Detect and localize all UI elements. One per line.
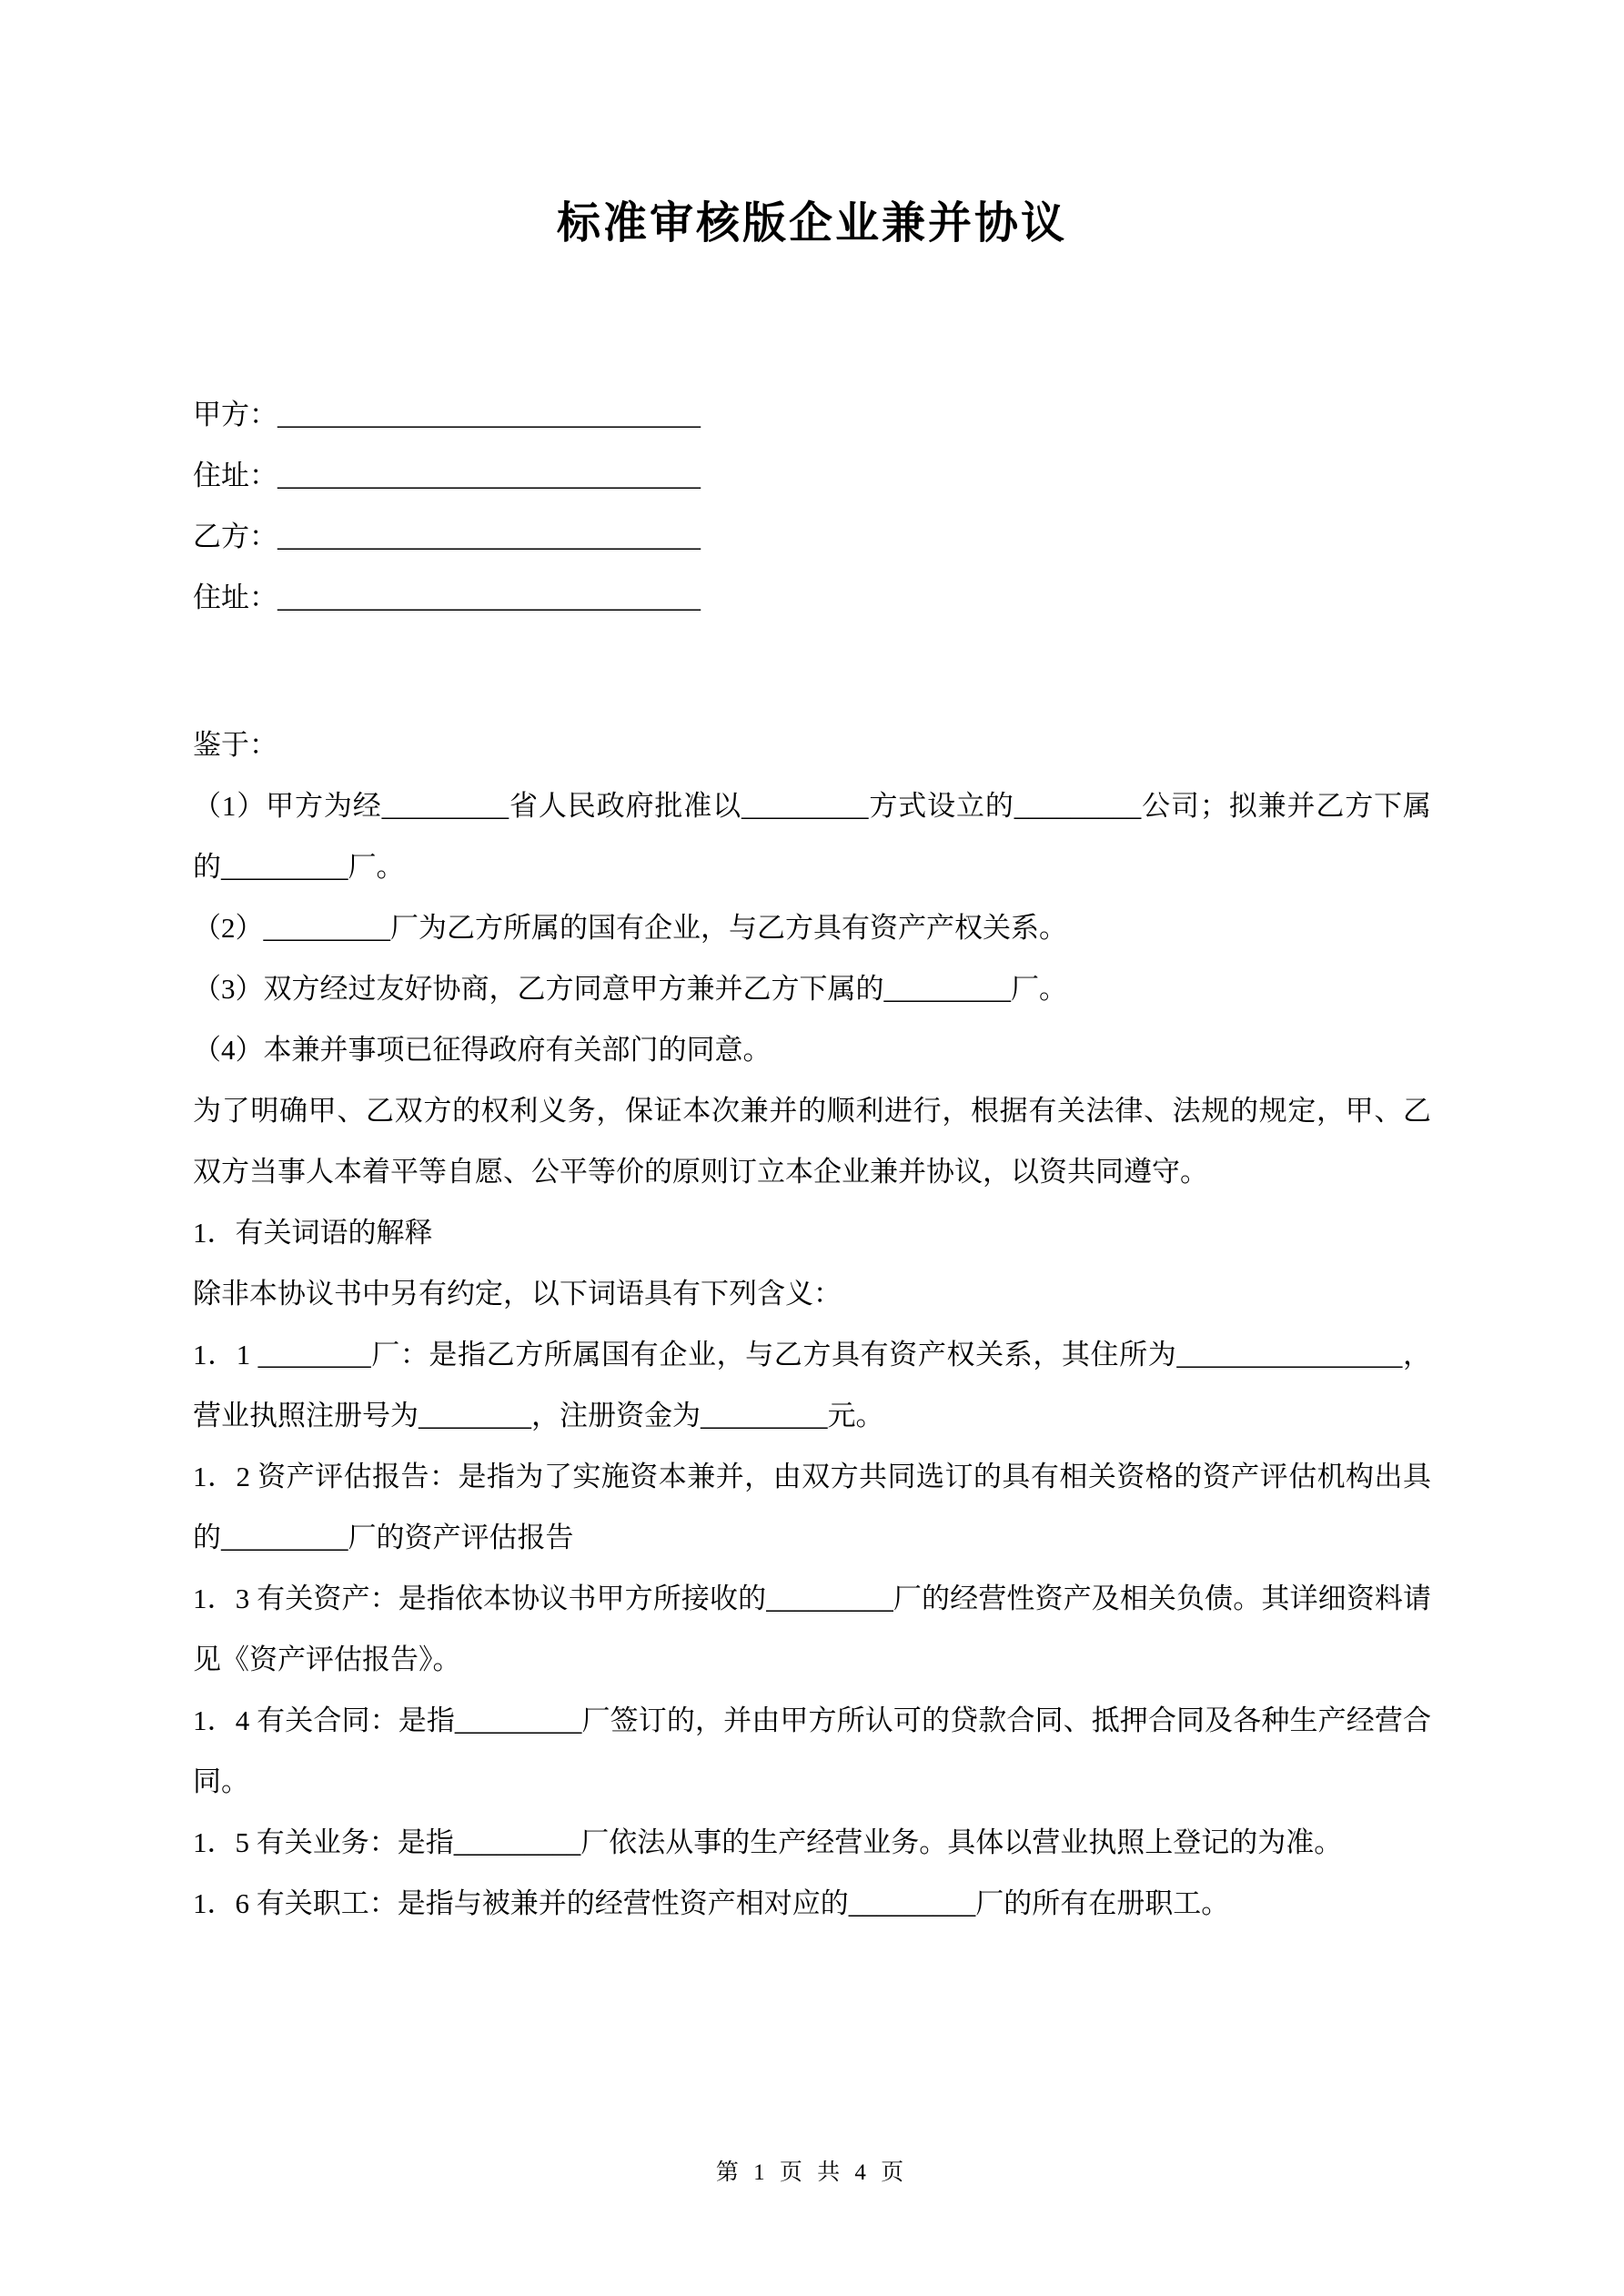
paragraph-definition-1-6: 1．6 有关职工：是指与被兼并的经营性资产相对应的_________厂的所有在册职工。	[193, 1887, 1230, 1920]
paragraph-whereas: 鉴于：	[193, 729, 277, 762]
field-row-party-b-address	[193, 567, 1431, 628]
paragraph-definitions-intro: 除非本协议书中另有约定，以下词语具有下列含义：	[193, 1278, 842, 1310]
field-label: 住址：	[193, 460, 277, 492]
paragraph-definition-1-3: 1．3 有关资产：是指依本协议书甲方所接收的_________厂的经营性资产及相关负债。其详细资料请见《资产评估报告》。	[193, 1583, 1431, 1676]
field-blank-line: ______________________________	[277, 460, 701, 492]
field-blank-line: ______________________________	[277, 399, 701, 431]
paragraph-recital-4: （4）本兼并事项已征得政府有关部门的同意。	[193, 1034, 772, 1067]
field-label: 甲方：	[193, 399, 277, 431]
paragraph-recital-3: （3）双方经过友好协商，乙方同意甲方兼并乙方下属的_________厂。	[193, 973, 1067, 1006]
paragraph-definition-1-5: 1．5 有关业务：是指_________厂依法从事的生产经营业务。具体以营业执照上登记的为准。	[193, 1826, 1343, 1859]
party-fields	[193, 384, 1431, 628]
field-blank-line: ______________________________	[277, 582, 701, 614]
field-row-party-a-address	[193, 445, 1431, 506]
field-label: 住址：	[193, 582, 277, 614]
paragraph-purpose: 为了明确甲、乙双方的权利义务，保证本次兼并的顺利进行，根据有关法律、法规的规定，甲、乙双方当事人本着平等自愿、公平等价的原则订立本企业兼并协议，以资共同遵守。	[193, 1095, 1431, 1188]
paragraph-definition-1-1: 1．1 ________厂：是指乙方所属国有企业，与乙方具有资产权关系，其住所为________________，营业执照注册号为________，注册资金为_________元。	[193, 1339, 1431, 1432]
field-row-party-b	[193, 506, 1431, 567]
field-blank-line: ______________________________	[277, 521, 701, 553]
field-row-party-a	[193, 384, 1431, 445]
page-footer: 第 1 页 共 4 页	[715, 2160, 909, 2185]
section-heading-1: 1．有关词语的解释	[193, 1217, 433, 1249]
paragraph-definition-1-2: 1．2 资产评估报告：是指为了实施资本兼并，由双方共同选订的具有相关资格的资产评估机构出具的_________厂的资产评估报告	[193, 1461, 1431, 1554]
document-title: 标准审核版企业兼并协议	[556, 199, 1067, 248]
field-label: 乙方：	[193, 521, 277, 553]
paragraph-recital-2: （2）_________厂为乙方所属的国有企业，与乙方具有资产产权关系。	[193, 912, 1067, 945]
document-body	[193, 714, 1431, 1934]
paragraph-recital-1: （1）甲方为经_________省人民政府批准以_________方式设立的_________公司；拟兼并乙方下属的_________厂。	[193, 790, 1431, 884]
paragraph-definition-1-4: 1．4 有关合同：是指_________厂签订的，并由甲方所认可的贷款合同、抵押合同及各种生产经营合同。	[193, 1704, 1431, 1798]
